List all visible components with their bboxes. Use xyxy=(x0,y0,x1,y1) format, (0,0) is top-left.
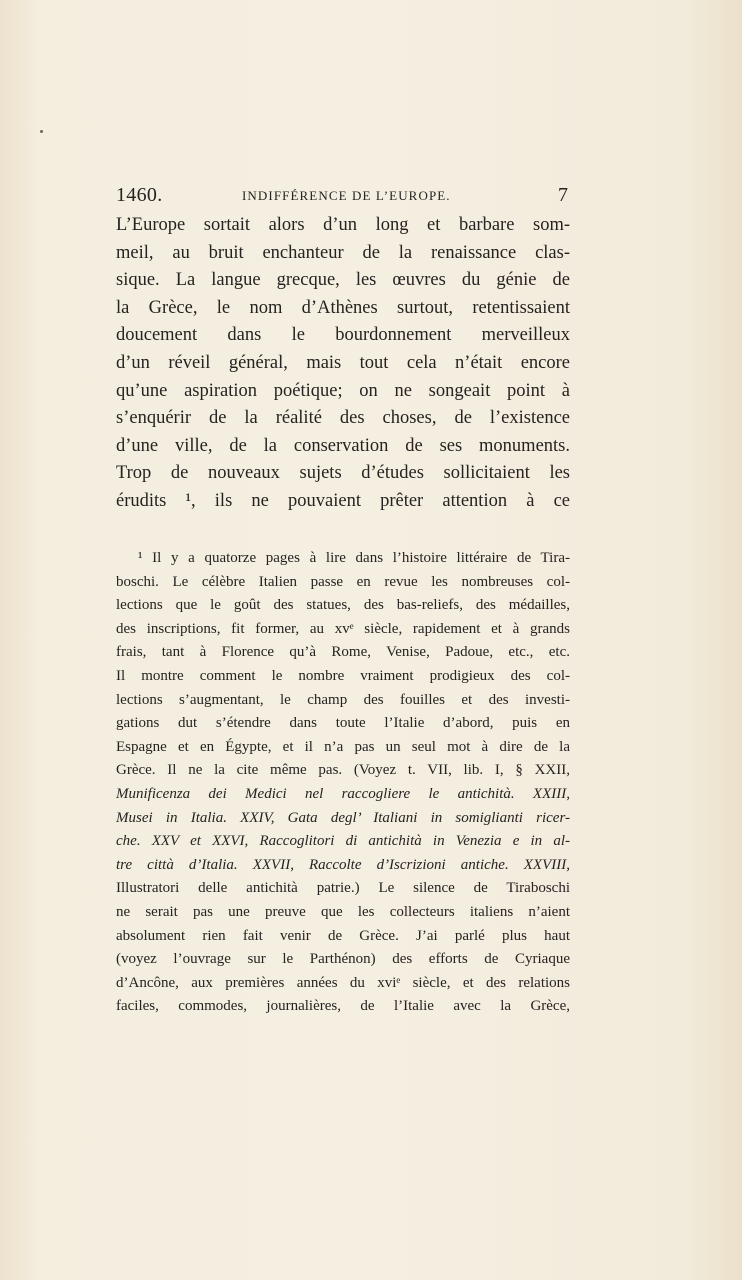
footnote-line: absolument rien fait venir de Grèce. J’ai parlé plus haut xyxy=(116,927,570,944)
footnote-line: Espagne et en Égypte, et il n’a pas un seul mot à dire de la xyxy=(116,738,570,755)
footnote-line: gations dut s’étendre dans toute l’Italie d’abord, puis en xyxy=(116,715,570,732)
body-line: Trop de nouveaux sujets d’études sollicitaient les xyxy=(116,463,570,484)
footnote-line: tre città d’Italia. XXVII, Raccolte d’Iscrizioni antiche. XXVIII, xyxy=(116,856,570,873)
body-line: érudits ¹, ils ne pouvaient prêter attention à ce xyxy=(116,490,570,511)
footnote-line: Grèce. Il ne la cite même pas. (Voyez t. VII, lib. I, § XXII, xyxy=(116,762,570,779)
running-head-title: INDIFFÉRENCE DE L’EUROPE. xyxy=(242,188,451,203)
running-head-year: 1460. xyxy=(116,184,163,206)
footnote-line: ne serait pas une preuve que les collecteurs italiens n’aient xyxy=(116,903,570,920)
body-line: meil, au bruit enchanteur de la renaissance clas- xyxy=(116,242,570,263)
footnote-line: Munificenza dei Medici nel raccogliere le antichità. XXIII, xyxy=(116,785,570,802)
footnote-line: d’Ancône, aux premières années du xviᵉ siècle, et des relations xyxy=(116,974,570,991)
body-line: d’une ville, de la conservation de ses monuments. xyxy=(116,435,570,456)
footnote-line: des inscriptions, fit former, au xvᵉ siècle, rapidement et à grands xyxy=(116,620,570,637)
footnote-line: boschi. Le célèbre Italien passe en revue les nombreuses col- xyxy=(116,573,570,590)
footnote-line: Illustratori delle antichità patrie.) Le silence de Tiraboschi xyxy=(116,880,570,897)
footnote-line: che. XXV et XXVI, Raccoglitori di antichità in Venezia e in al- xyxy=(116,833,570,850)
body-line: d’un réveil général, mais tout cela n’était encore xyxy=(116,352,570,373)
footnote-line: faciles, commodes, journalières, de l’Italie avec la Grèce, xyxy=(116,998,570,1015)
page-number: 7 xyxy=(558,184,568,206)
body-line: L’Europe sortait alors d’un long et barbare som- xyxy=(116,215,570,235)
body-line: s’enquérir de la réalité des choses, de l’existence xyxy=(116,408,570,429)
footnote xyxy=(116,547,570,1019)
body-line: sique. La langue grecque, les œuvres du génie de xyxy=(116,270,570,291)
footnote-line: lections que le goût des statues, des bas-reliefs, des médailles, xyxy=(116,597,570,614)
footnote-line: frais, tant à Florence qu’à Rome, Venise, Padoue, etc., etc. xyxy=(116,644,570,661)
body-line: la Grèce, le nom d’Athènes surtout, retentissaient xyxy=(116,297,570,318)
footnote-line: Il montre comment le nombre vraiment prodigieux des col- xyxy=(116,667,570,684)
footnote-line: ¹ Il y a quatorze pages à lire dans l’histoire littéraire de Tira- xyxy=(138,550,570,566)
footnote-line: lections s’augmentant, le champ des fouilles et des investi- xyxy=(116,691,570,708)
footnote-line: Musei in Italia. XXIV, Gata degl’ Italiani in somiglianti ricer- xyxy=(116,809,570,826)
body-line: qu’une aspiration poétique; on ne songeait point à xyxy=(116,380,570,401)
running-head xyxy=(116,184,570,210)
footnote-line: (voyez l’ouvrage sur le Parthénon) des efforts de Cyriaque xyxy=(116,951,570,968)
body-line: doucement dans le bourdonnement merveilleux xyxy=(116,325,570,346)
main-text xyxy=(116,212,570,516)
page-speck xyxy=(40,130,43,133)
